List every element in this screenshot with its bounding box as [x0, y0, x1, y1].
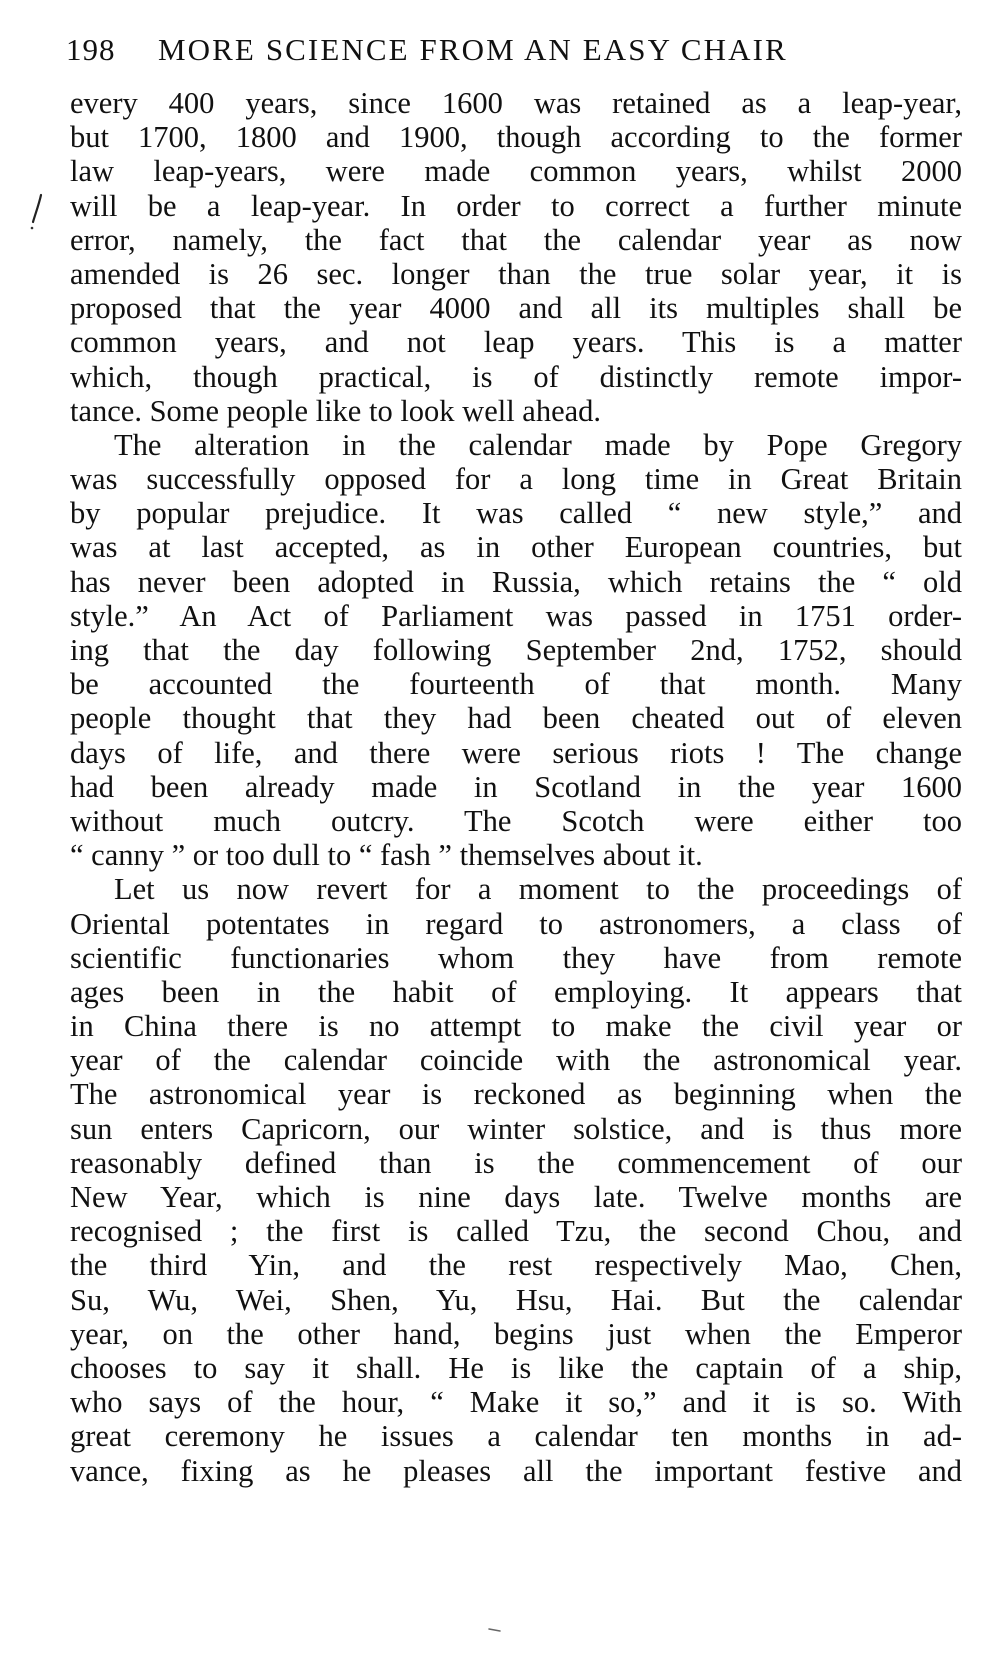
book-title: MORE SCIENCE FROM AN EASY CHAIR [158, 32, 788, 67]
text-line: great ceremony he issues a calendar ten months in ad- [70, 1419, 962, 1454]
text-line: but 1700, 1800 and 1900, though according to the former [70, 120, 962, 155]
text-line: was at last accepted, as in other European countries, but [70, 530, 962, 565]
text-line: vance, fixing as he pleases all the important festive and [70, 1453, 962, 1488]
text-line: the third Yin, and the rest respectively Mao, Chen, [70, 1248, 962, 1283]
text-line: New Year, which is nine days late. Twelve months are [70, 1180, 962, 1214]
text-line: was successfully opposed for a long time in Great Britain [70, 462, 962, 497]
text-line: The astronomical year is reckoned as beginning when the [70, 1077, 962, 1112]
text-line: ing that the day following September 2nd, 1752, should [70, 633, 962, 667]
text-line: will be a leap-year. In order to correct a further minute [70, 188, 962, 223]
text-line: ages been in the habit of employing. It appears that [70, 974, 962, 1009]
text-line: by popular prejudice. It was called “ new style,” and [70, 496, 962, 531]
text-line: “ canny ” or too dull to “ fash ” themselves about it. [70, 838, 703, 873]
text-line: amended is 26 sec. longer than the true solar year, it is [70, 256, 962, 291]
paragraph [70, 872, 962, 1487]
text-line: Let us now revert for a moment to the proceedings of [114, 872, 962, 907]
text-line: recognised ; the first is called Tzu, the second Chou, and [70, 1214, 962, 1249]
text-line: people thought that they had been cheated out of eleven [70, 701, 962, 736]
text-line: year of the calendar coincide with the astronomical year. [70, 1043, 962, 1078]
text-line: be accounted the fourteenth of that month. Many [70, 667, 962, 702]
running-head [66, 28, 946, 78]
text-line: in China there is no attempt to make the civil year or [70, 1009, 962, 1044]
text-line: year, on the other hand, begins just when the Emperor [70, 1316, 962, 1351]
text-line: every 400 years, since 1600 was retained as a leap-year, [70, 86, 962, 120]
text-line: law leap-years, were made common years, whilst 2000 [70, 154, 962, 189]
text-line: Oriental potentates in regard to astronomers, a class of [70, 906, 962, 941]
text-line: common years, and not leap years. This is a matter [70, 325, 962, 360]
text-line: which, though practical, is of distinctly remote impor- [70, 359, 962, 394]
text-line: had been already made in Scotland in the year 1600 [70, 769, 962, 804]
text-line: tance. Some people like to look well ahead. [70, 393, 602, 428]
body-text [70, 86, 962, 1488]
page-number: 198 [66, 32, 116, 67]
text-line: who says of the hour, “ Make it so,” and it is so. With [70, 1385, 962, 1420]
paragraph [70, 86, 962, 428]
text-line: Su, Wu, Wei, Shen, Yu, Hsu, Hai. But the calendar [70, 1282, 962, 1317]
paragraph [70, 428, 962, 872]
text-line: proposed that the year 4000 and all its multiples shall be [70, 291, 962, 326]
text-line: error, namely, the fact that the calendar year as now [70, 222, 962, 257]
text-line: days of life, and there were serious riots ! The change [70, 735, 962, 770]
text-line: has never been adopted in Russia, which retains the “ old [70, 564, 962, 599]
text-line: sun enters Capricorn, our winter solstice, and is thus more [70, 1111, 962, 1146]
text-line: style.” An Act of Parliament was passed in 1751 order- [70, 598, 962, 633]
text-line: scientific functionaries whom they have from remote [70, 940, 962, 975]
text-line: The alteration in the calendar made by Pope Gregory [114, 427, 962, 462]
text-line: without much outcry. The Scotch were either too [70, 803, 962, 838]
text-line: chooses to say it shall. He is like the captain of a ship, [70, 1350, 962, 1385]
margin-annotation-mark [28, 192, 46, 232]
text-line: reasonably defined than is the commencement of our [70, 1145, 962, 1180]
footer-mark [486, 1622, 504, 1632]
